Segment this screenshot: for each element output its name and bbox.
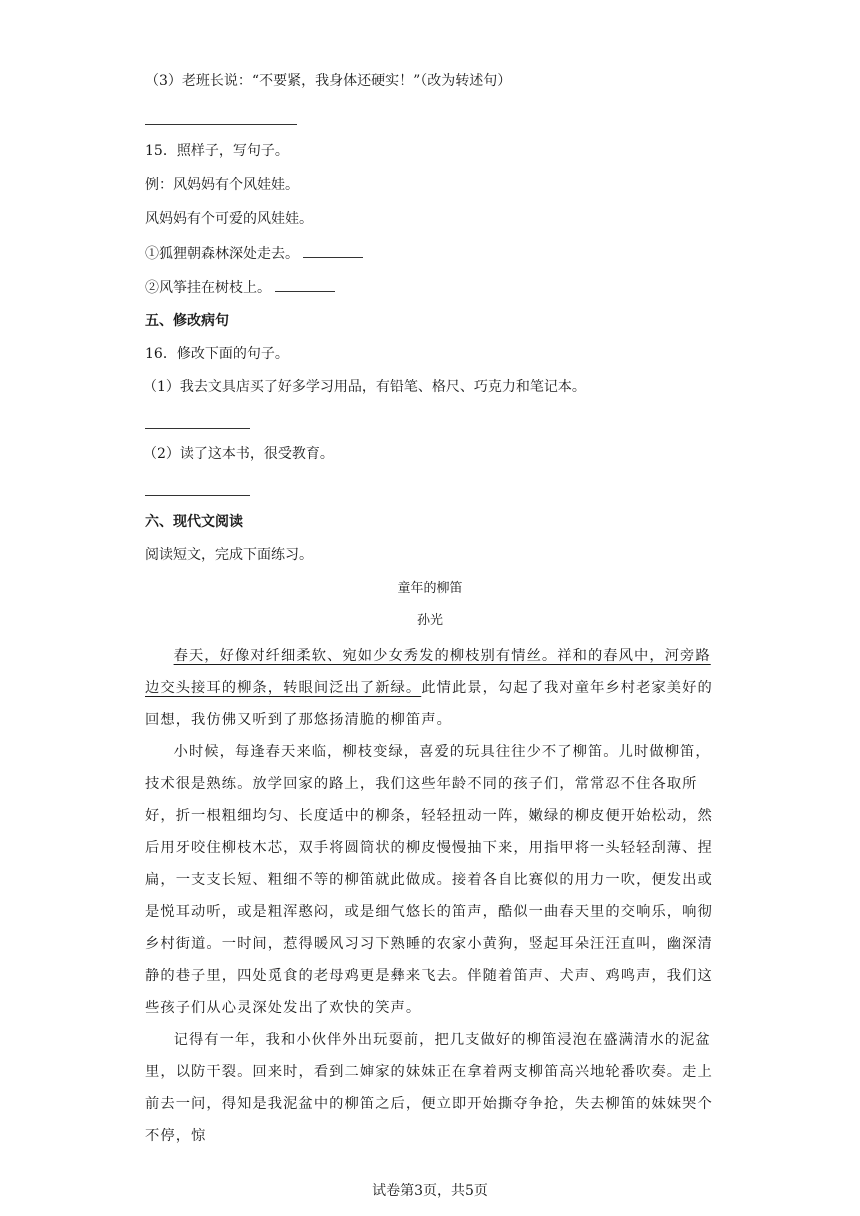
underlined-sentence: 春天，好像对纤细柔软、宛如少女秀发的柳枝别有情丝。祥和的春风中，河旁路边交头接耳的柳条，转眼间泛出了新绿。 (145, 648, 711, 696)
q14-3-text: （3）老班长说：“不要紧，我身体还硬实！”（改为转述句） (145, 73, 512, 89)
q15-item-1-text: ①狐狸朝森林深处走去。 (145, 246, 299, 262)
q16-2-text: （2）读了这本书，很受教育。 (143, 446, 334, 462)
page-footer: 试卷第3页，共5页 (372, 1183, 488, 1199)
section-5-heading: 五、修改病句 (145, 313, 229, 329)
q15-example-answer: 风妈妈有个可爱的风娃娃。 (145, 211, 313, 227)
answer-line-q14-3[interactable] (145, 124, 297, 125)
answer-line-q16-2[interactable] (145, 495, 250, 496)
article-paragraph-3: 记得有一年，我和小伙伴外出玩耍前，把几支做好的柳笛浸泡在盛满清水的泥盆里，以防干裂。回来时，看到二婶家的妹妹正在拿着两支柳笛高兴地轮番吹奏。走上前去一问，得知是我泥盆中的柳笛之后，便立即开始撕夺争抢，失去柳笛的妹妹哭个不停，惊 (145, 1032, 713, 1144)
answer-blank-q15-2[interactable] (275, 277, 335, 292)
q15-item-2-text: ②风筝挂在树枝上。 (145, 280, 271, 296)
section-6-heading: 六、现代文阅读 (145, 514, 243, 530)
answer-blank-q15-1[interactable] (303, 243, 363, 258)
reading-instruction: 阅读短文，完成下面练习。 (145, 547, 313, 563)
q15-example-label: 例：风妈妈有个风娃娃。 (145, 177, 299, 193)
article-paragraph-1 (145, 640, 715, 736)
article-author: 孙光 (416, 613, 443, 628)
q16-1-text: （1）我去文具店买了好多学习用品，有铅笔、格尺、巧克力和笔记本。 (143, 379, 586, 395)
article-title: 童年的柳笛 (397, 581, 463, 596)
article-paragraph-2: 小时候，每逢春天来临，柳枝变绿，喜爱的玩具往往少不了柳笛。儿时做柳笛，技术很是熟练。放学回家的路上，我们这些年龄不同的孩子们，常常忍不住各取所好，折一根粗细均匀、长度适中的柳条，轻轻扭动一阵，嫩绿的柳皮便开始松动，然后用牙咬住柳枝木芯，双手将圆筒状的柳皮慢慢抽下来，用指甲将一头轻轻刮薄、捏扁，一支支长短、粗细不等的柳笛就此做成。接着各自比赛似的用力一吹，便发出或是悦耳动听，或是粗浑憨闷，或是细气悠长的笛声，酷似一曲春天里的交响乐，响彻乡村街道。一时间，惹得暖风习习下熟睡的农家小黄狗，竖起耳朵汪汪直叫，幽深清静的巷子里，四处觅食的老母鸡更是彝来飞去。伴随着笛声、犬声、鸡鸣声，我们这些孩子们从心灵深处发出了欢快的笑声。 (145, 744, 713, 1016)
answer-line-q16-1[interactable] (145, 428, 250, 429)
q15-item-1 (145, 243, 363, 264)
paragraph-1-rest: 此情此景，勾起了我对童年乡村老家美好的回想，我仿佛又听到了那悠扬清脆的柳笛声。 (145, 680, 713, 728)
q16-title: 16．修改下面的句子。 (145, 346, 289, 362)
q15-title: 15．照样子，写句子。 (145, 143, 289, 159)
q15-item-2 (145, 277, 335, 298)
article-body (145, 640, 715, 1152)
